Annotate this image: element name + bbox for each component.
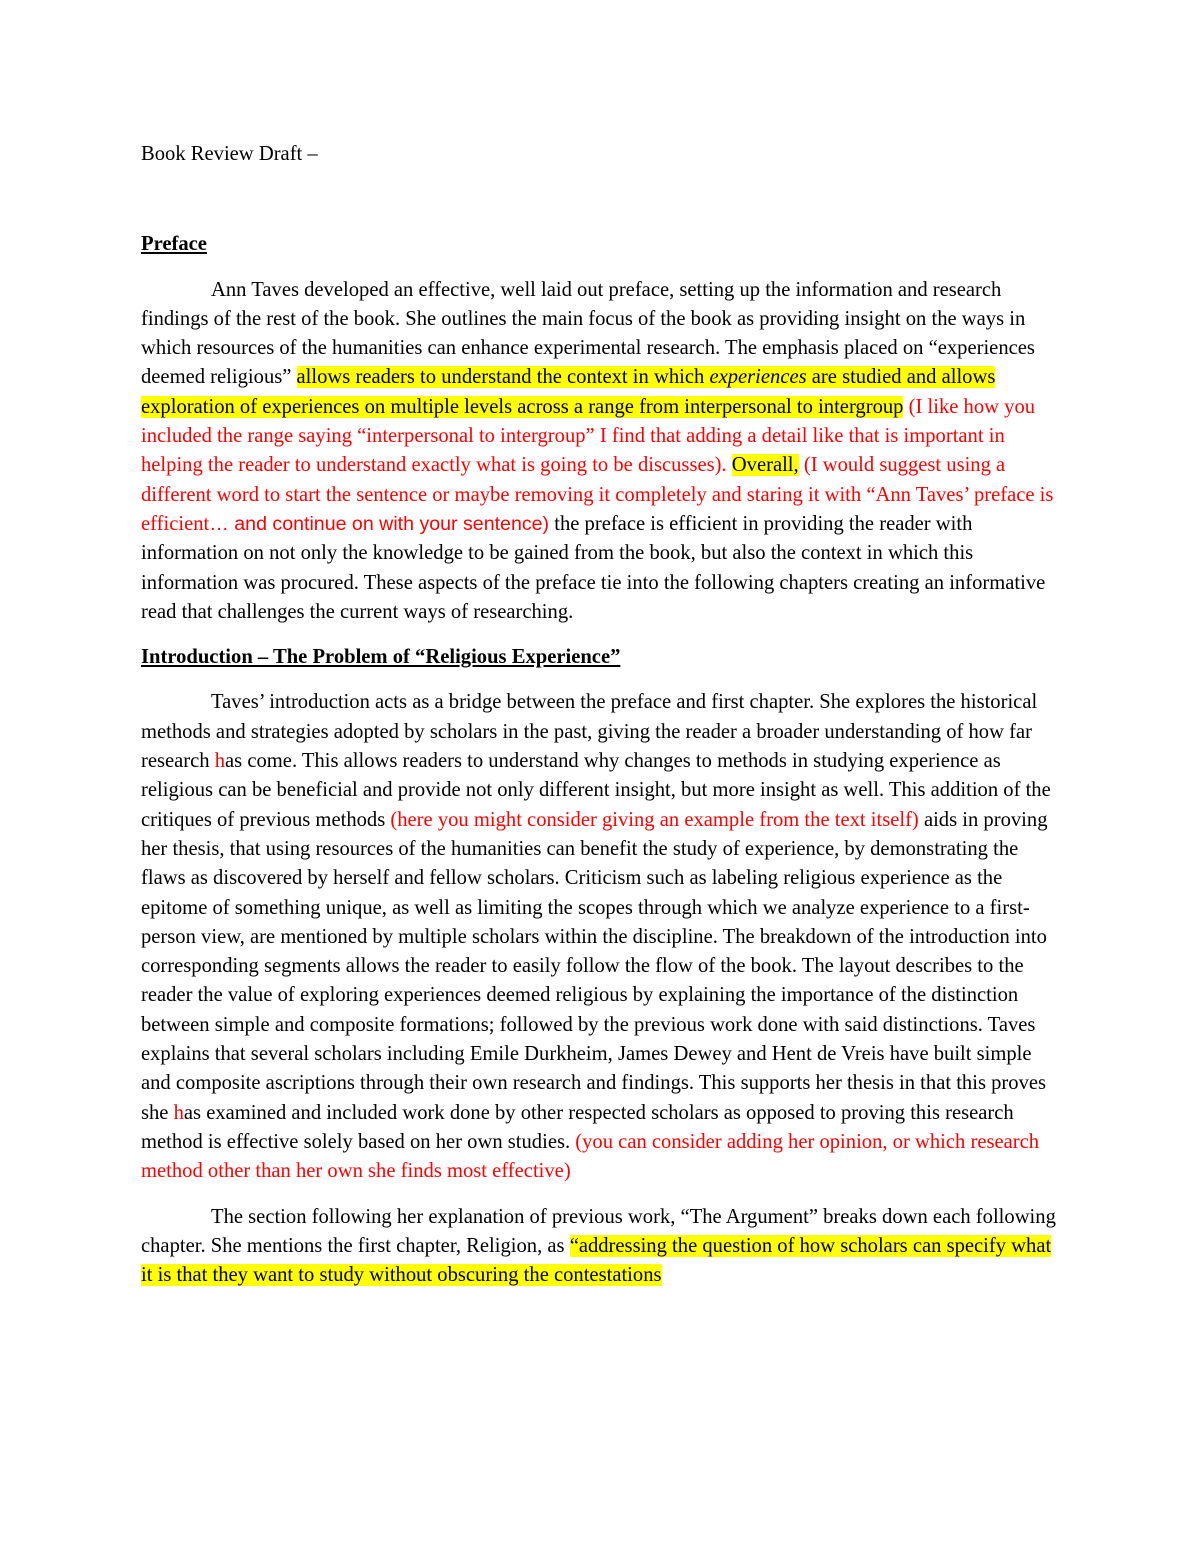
reviewer-comment: (I would suggest using a different word to start the sentence or maybe removing it completely and staring it with “Ann Taves’ preface is efficient bbox=[141, 454, 1054, 535]
highlighted-text: “addressing the question of how scholars can specify what it is that they want to study without obscuring the contestations bbox=[141, 1234, 1052, 1287]
reviewer-comment: … and continue on with your sentence) bbox=[209, 512, 550, 535]
reviewer-comment: (here you might consider giving an example from the text itself) bbox=[390, 808, 919, 831]
highlighted-text: Overall, bbox=[731, 454, 799, 477]
introduction-paragraph-2 bbox=[141, 1203, 1061, 1291]
preface-text: the preface is efficient in providing the reader with information on not only the knowledge to be gained from the book, but also the context in which this information was procured. These aspects of the preface tie into the following chapters creating an informative read that challenges the current ways of researching. bbox=[141, 512, 1046, 623]
reviewer-comment: (you can consider adding her opinion, or which research method other than her own she finds most effective) bbox=[141, 1130, 1040, 1183]
introduction-paragraph-1 bbox=[141, 688, 1061, 1186]
highlighted-text: allows readers to understand the context in which bbox=[296, 366, 710, 389]
reviewer-edit: h bbox=[214, 750, 226, 773]
reviewer-comment-paren: ( bbox=[903, 395, 916, 418]
introduction-text: aids in proving her thesis, that using resources of the humanities can benefit the study of experience, by demonstrating the flaws as discovered by herself and fellow scholars. Criticism such as labeling religious experience as the epitome of something unique, as well as limiting the scopes through which we analyze experience to a first-person view, are mentioned by multiple scholars within the discipline. The breakdown of the introduction into corresponding segments allows the reader to easily follow the flow of the book. The layout describes to the reader the value of exploring experiences deemed religious by explaining the importance of the distinction between simple and composite formations; followed by the previous work done with said distinctions. Taves explains that several scholars including Emile Durkheim, James Dewey and Hent de Vreis have built simple and composite ascriptions through their own research and findings. This supports her thesis in that this proves she bbox=[141, 808, 1048, 1124]
document-page bbox=[141, 140, 1061, 1290]
reviewer-edit: h bbox=[173, 1101, 184, 1124]
reviewer-comment: I like how you included the range saying “interpersonal to intergroup” I find that adding a detail like that is important in helping the reader to understand exactly what is going to be discusses). bbox=[141, 395, 1036, 477]
introduction-heading: Introduction – The Problem of “Religious Experience” bbox=[141, 646, 621, 669]
document-title: Book Review Draft – bbox=[141, 143, 318, 165]
preface-text: Ann Taves developed an effective, well laid out preface, setting up the information and research findings of the rest of the book. She outlines the main focus of the book as providing insight on the ways in which resources of the humanities can enhance experimental research. The emphasis placed on “experiences deemed religious” bbox=[141, 278, 1035, 389]
introduction-text: as examined and included work done by other respected scholars as opposed to proving this research method is effective solely based on her own studies. bbox=[141, 1101, 1014, 1153]
introduction-text: Taves’ introduction acts as a bridge between the preface and first chapter. She explores the historical methods and strategies adopted by scholars in the past, giving the reader a broader understanding of how far research bbox=[141, 691, 1038, 773]
preface-heading: Preface bbox=[141, 233, 207, 256]
preface-paragraph bbox=[141, 276, 1061, 628]
spacer-text bbox=[727, 454, 732, 476]
introduction-text: The section following her explanation of previous work, “The Argument” breaks down each following chapter. She mentions the first chapter, Religion, as bbox=[141, 1205, 1056, 1257]
introduction-text: as come. This allows readers to understand why changes to methods in studying experience as religious can be beneficial and provide not only different insight, but more insight as well. This addition of the critiques of previous methods bbox=[141, 750, 1051, 831]
highlighted-text: are studied and allows exploration of experiences on multiple levels across a range from interpersonal to intergroup bbox=[141, 366, 996, 418]
highlighted-italic-text: experiences bbox=[709, 366, 807, 389]
